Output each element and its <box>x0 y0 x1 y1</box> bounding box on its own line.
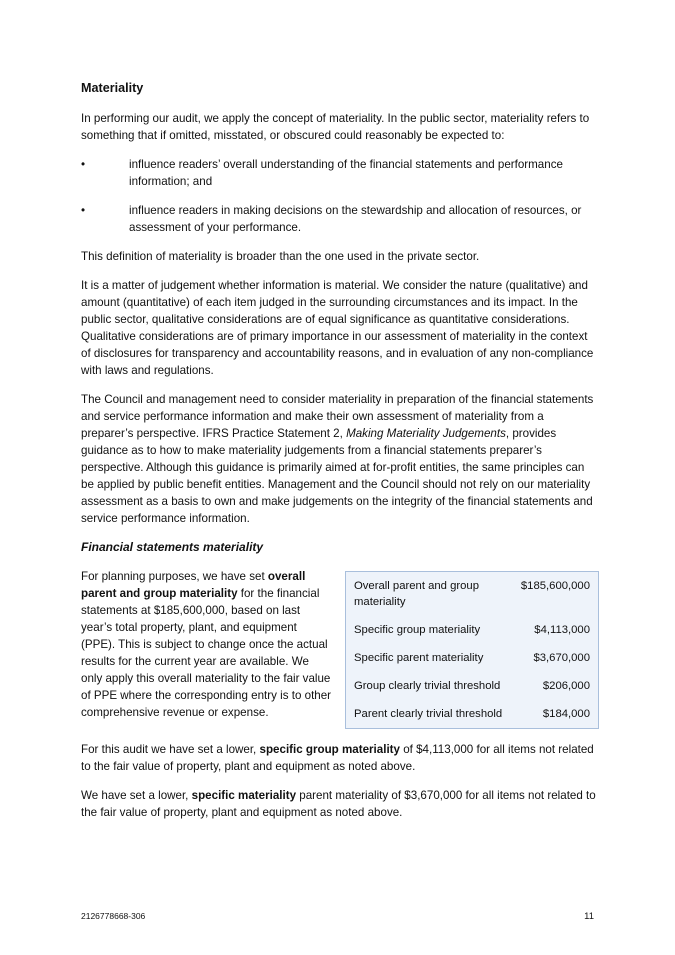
definition-paragraph: This definition of materiality is broader than the one used in the private sector. <box>81 250 480 263</box>
bullet-text: influence readers’ overall understanding of the financial statements and performance information; and <box>129 158 563 188</box>
table-cell-value: $206,000 <box>542 680 590 692</box>
page-footer <box>81 911 594 922</box>
document-id: 2126778668-306 <box>81 911 146 921</box>
page-content <box>81 80 599 833</box>
table-cell-value: $4,113,000 <box>534 624 590 636</box>
materiality-row <box>81 568 599 729</box>
intro-paragraph: In performing our audit, we apply the concept of materiality. In the public sector, materiality refers to something that if omitted, misstated, or obscured could reasonably be expected to: <box>81 112 590 142</box>
judgement-paragraph: It is a matter of judgement whether information is material. We consider the nature (qualitative) and amount (quantitative) of each item judged in the surrounding circumstances and its impact. In the public sector, qualitative considerations are of equal significance as quantitative considerations. Qualitative considerations are of primary importance in our assessment of materiality in the context of disclosures for transparency and accountability reasons, and in evaluation of any non-compliance with laws and regulations. <box>81 279 594 377</box>
section-subheading: Financial statements materiality <box>81 540 264 554</box>
table-cell-label: Parent clearly trivial threshold <box>354 708 503 720</box>
council-paragraph: The Council and management need to consider materiality in preparation of the financial statements and service performance information and make their own assessment of materiality from a preparer’s perspective. IFRS Practice Statement 2, Making Materiality Judgements, provides guidance as to how to make materiality judgements from a financial statements preparer’s perspective. Although this guidance is primarily aimed at for-profit entities, the same principles can be applied by public benefit entities. Management and the Council should not rely on our materiality assessment as a basis to own and make judgements on the integrity of the financial statements and service performance information. <box>81 393 594 525</box>
specific-group-paragraph: For this audit we have set a lower, specific group materiality of $4,113,000 for all items not related to the fair value of property, plant and equipment as noted above. <box>81 743 594 773</box>
table-row <box>346 672 599 700</box>
page-heading: Materiality <box>81 81 144 95</box>
table-cell-value: $3,670,000 <box>533 652 590 664</box>
bullet-icon: • <box>81 204 86 217</box>
bullet-icon: • <box>81 158 86 171</box>
table-row <box>346 572 599 617</box>
table-cell-label: Specific parent materiality <box>354 652 484 664</box>
table-cell-value: $184,000 <box>542 708 590 720</box>
table-row <box>346 616 599 644</box>
materiality-table <box>345 571 599 729</box>
page-number: 11 <box>584 911 594 922</box>
table-cell-value: $185,600,000 <box>520 580 590 592</box>
bullet-text: influence readers in making decisions on the stewardship and allocation of resources, or assessment of your performance. <box>129 204 582 234</box>
table-cell-label: Group clearly trivial threshold <box>354 680 501 692</box>
bullet-item <box>81 202 599 236</box>
bullet-list <box>81 156 599 236</box>
bullet-item <box>81 156 599 190</box>
table-cell-label: Overall parent and group materiality <box>354 580 479 608</box>
planning-paragraph: For planning purposes, we have set overall parent and group materiality for the financial statements at $185,600,000, based on last year’s total property, plant, and equipment (PPE). This is subject to change once the actual results for the current year are available. We only apply this overall materiality to the fair value of PPE where the corresponding entry is to other comprehensive revenue or expense. <box>81 570 332 719</box>
table-row <box>346 700 599 729</box>
practice-statement-title: Making Materiality Judgements <box>346 427 506 440</box>
table-cell-label: Specific group materiality <box>354 624 481 636</box>
specific-parent-paragraph: We have set a lower, specific materiality parent materiality of $3,670,000 for all items not related to the fair value of property, plant and equipment as noted above. <box>81 789 596 819</box>
table-row <box>346 644 599 672</box>
